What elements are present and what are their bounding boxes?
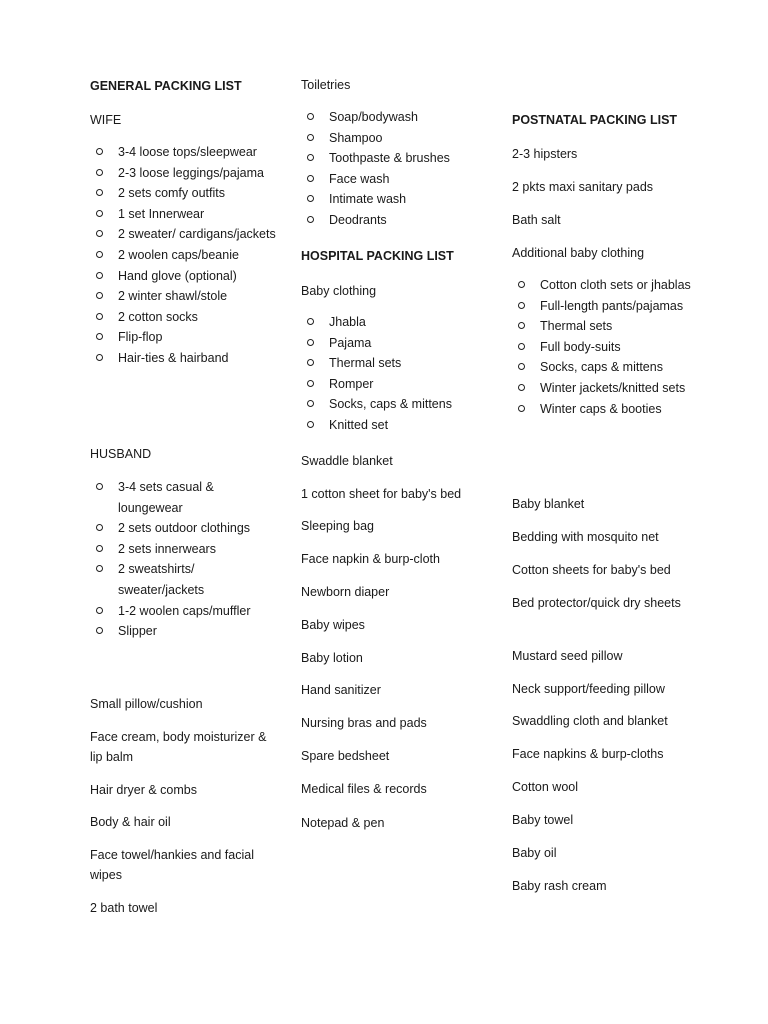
list-item: 3-4 loose tops/sleepwear [90, 142, 280, 163]
hospital-extra-item: Swaddle blanket [301, 454, 393, 468]
list-item: Romper [301, 374, 491, 395]
postnatal-extra-item: Bed protector/quick dry sheets [512, 596, 681, 610]
list-item: Intimate wash [301, 189, 491, 210]
list-item: 2 sets comfy outfits [90, 183, 280, 204]
bullet-icon [307, 113, 314, 120]
list-item: Shampoo [301, 128, 491, 149]
list-item: 2 sweater/ cardigans/jackets [90, 224, 280, 245]
general-extra-item: Body & hair oil [90, 815, 171, 829]
hospital-extra-item: Hand sanitizer [301, 683, 381, 697]
postnatal-item: Bath salt [512, 213, 561, 227]
toiletries-heading: Toiletries [301, 78, 351, 92]
list-item: Full-length pants/pajamas [512, 296, 712, 317]
bullet-icon [96, 230, 103, 237]
bullet-icon [307, 359, 314, 366]
bullet-icon [518, 363, 525, 370]
list-item: Pajama [301, 333, 491, 354]
postnatal-item: Additional baby clothing [512, 246, 645, 260]
postnatal-extra-item: Cotton wool [512, 780, 579, 794]
bullet-icon [96, 627, 103, 634]
postnatal-extra-item: Baby towel [512, 813, 574, 827]
bullet-icon [96, 545, 103, 552]
hospital-extra-item: 1 cotton sheet for baby's bed [301, 487, 462, 501]
bullet-icon [96, 251, 103, 258]
bullet-icon [518, 302, 525, 309]
list-item: Winter caps & booties [512, 399, 712, 420]
bullet-icon [96, 524, 103, 531]
bullet-icon [307, 195, 314, 202]
bullet-icon [307, 175, 314, 182]
general-extra-item: 2 bath towel [90, 901, 158, 915]
bullet-icon [307, 421, 314, 428]
hospital-extra-item: Notepad & pen [301, 816, 385, 830]
postnatal-item: 2-3 hipsters [512, 147, 578, 161]
list-item: 2 sweatshirts/ sweater/jackets [90, 559, 280, 600]
bullet-icon [96, 272, 103, 279]
postnatal-extra-item: Neck support/feeding pillow [512, 682, 665, 696]
list-item: 1 set Innerwear [90, 204, 280, 225]
bullet-icon [307, 339, 314, 346]
baby-clothing-heading: Baby clothing [301, 284, 377, 298]
postnatal-extra-item: Cotton sheets for baby's bed [512, 563, 671, 577]
list-item: 2 sets innerwears [90, 539, 280, 560]
list-item: Socks, caps & mittens [301, 394, 491, 415]
hospital-extra-item: Newborn diaper [301, 585, 390, 599]
list-item: Cotton cloth sets or jhablas [512, 275, 712, 296]
list-item: Full body-suits [512, 337, 712, 358]
bullet-icon [96, 313, 103, 320]
list-item: 2 woolen caps/beanie [90, 245, 280, 266]
hospital-extra-item: Sleeping bag [301, 519, 374, 533]
husband-list [90, 477, 280, 642]
hospital-extra-item: Spare bedsheet [301, 749, 390, 763]
hospital-packing-title: HOSPITAL PACKING LIST [301, 249, 454, 263]
list-item: Toothpaste & brushes [301, 148, 491, 169]
bullet-icon [96, 483, 103, 490]
list-item: Slipper [90, 621, 280, 642]
bullet-icon [307, 380, 314, 387]
postnatal-extra-item: Mustard seed pillow [512, 649, 623, 663]
bullet-icon [307, 216, 314, 223]
list-item: Winter jackets/knitted sets [512, 378, 712, 399]
list-item: Socks, caps & mittens [512, 357, 712, 378]
postnatal-extra-item: Face napkins & burp-cloths [512, 747, 664, 761]
hospital-extra-item: Baby wipes [301, 618, 365, 632]
bullet-icon [96, 169, 103, 176]
toiletries-list [301, 107, 491, 231]
postnatal-extra-item: Baby oil [512, 846, 557, 860]
bullet-icon [96, 333, 103, 340]
list-item: Thermal sets [512, 316, 712, 337]
postnatal-extra-item: Baby blanket [512, 497, 585, 511]
general-extra-item: Face towel/hankies and facial wipes [90, 848, 254, 882]
list-item: Hand glove (optional) [90, 266, 280, 287]
bullet-icon [307, 134, 314, 141]
postnatal-extra-item: Baby rash cream [512, 879, 607, 893]
list-item: Knitted set [301, 415, 491, 436]
list-item: 2 winter shawl/stole [90, 286, 280, 307]
bullet-icon [518, 384, 525, 391]
general-packing-title: GENERAL PACKING LIST [90, 79, 242, 93]
bullet-icon [96, 565, 103, 572]
general-extra-item: Face cream, body moisturizer & lip balm [90, 730, 267, 764]
bullet-icon [518, 405, 525, 412]
postnatal-item: 2 pkts maxi sanitary pads [512, 180, 654, 194]
hospital-extra-item: Face napkin & burp-cloth [301, 552, 440, 566]
wife-heading: WIFE [90, 113, 122, 127]
list-item: Hair-ties & hairband [90, 348, 280, 369]
bullet-icon [307, 318, 314, 325]
bullet-icon [96, 354, 103, 361]
list-item: Soap/bodywash [301, 107, 491, 128]
bullet-icon [96, 210, 103, 217]
list-item: Face wash [301, 169, 491, 190]
baby-clothing-list [301, 312, 491, 436]
wife-list [90, 142, 280, 369]
list-item: Deodrants [301, 210, 491, 231]
postnatal-packing-title: POSTNATAL PACKING LIST [512, 113, 678, 127]
bullet-icon [307, 400, 314, 407]
list-item: Jhabla [301, 312, 491, 333]
bullet-icon [518, 322, 525, 329]
list-item: 2 cotton socks [90, 307, 280, 328]
husband-heading: HUSBAND [90, 447, 152, 461]
bullet-icon [518, 281, 525, 288]
hospital-extra-item: Nursing bras and pads [301, 716, 427, 730]
list-item: 3-4 sets casual & loungewear [90, 477, 280, 518]
postnatal-extra-item: Bedding with mosquito net [512, 530, 659, 544]
hospital-extra-item: Medical files & records [301, 782, 427, 796]
bullet-icon [518, 343, 525, 350]
general-extra-item: Hair dryer & combs [90, 783, 197, 797]
additional-clothing-list [512, 275, 712, 419]
list-item: 1-2 woolen caps/muffler [90, 601, 280, 622]
bullet-icon [96, 292, 103, 299]
bullet-icon [96, 148, 103, 155]
postnatal-extra-item: Swaddling cloth and blanket [512, 714, 668, 728]
list-item: 2-3 loose leggings/pajama [90, 163, 280, 184]
hospital-extra-item: Baby lotion [301, 651, 363, 665]
bullet-icon [307, 154, 314, 161]
list-item: Thermal sets [301, 353, 491, 374]
list-item: 2 sets outdoor clothings [90, 518, 280, 539]
bullet-icon [96, 189, 103, 196]
list-item: Flip-flop [90, 327, 280, 348]
bullet-icon [96, 607, 103, 614]
general-extra-item: Small pillow/cushion [90, 697, 203, 711]
